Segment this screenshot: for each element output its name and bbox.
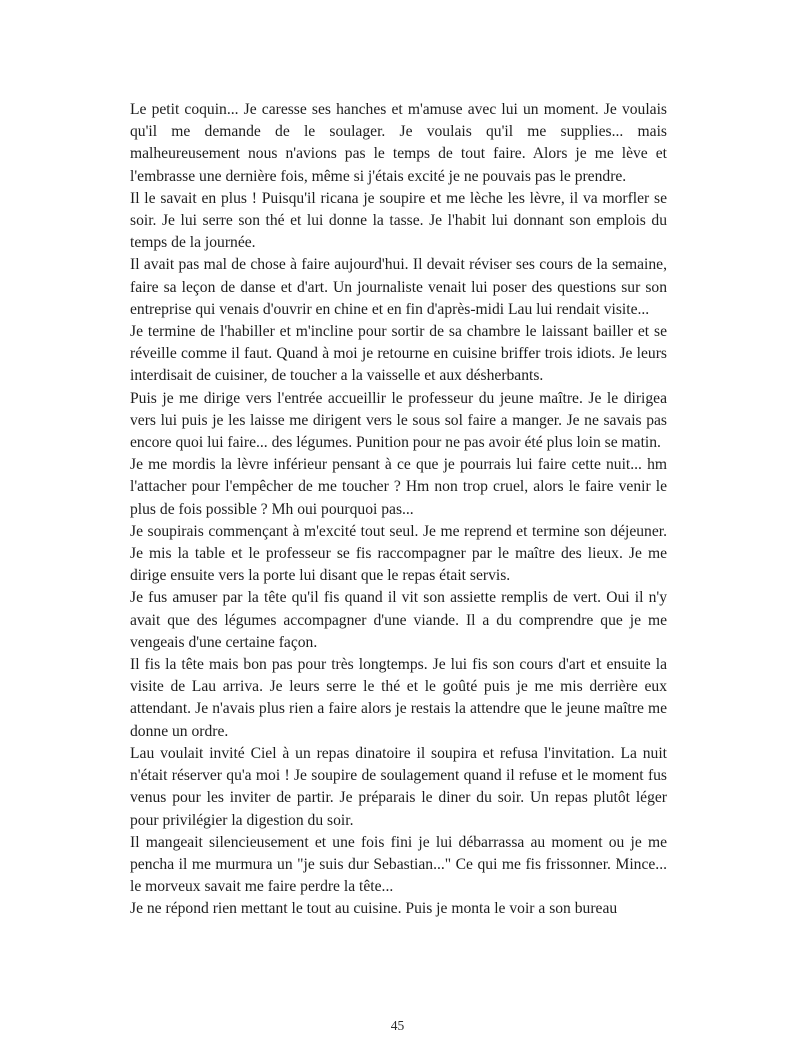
paragraph: Je fus amuser par la tête qu'il fis quand il vit son assiette remplis de vert. Oui il n'y avait que des légumes accompagner d'une viande. Il a du comprendre que je me vengeais d'une certaine façon. bbox=[130, 589, 667, 651]
paragraph: Je me mordis la lèvre inférieur pensant à ce que je pourrais lui faire cette nuit... hm l'attacher pour l'empêcher de me toucher ? Hm non trop cruel, alors le faire venir le plus de fois possible ? Mh oui pourquoi pas... bbox=[130, 456, 667, 518]
paragraph: Il le savait en plus ! Puisqu'il ricana je soupire et me lèche les lèvre, il va morfler se soir. Je lui serre son thé et lui donne la tasse. Je l'habit lui donnant son emplois du temps de la journée. bbox=[130, 189, 667, 252]
page-text bbox=[130, 99, 667, 921]
paragraph: Il fis la tête mais bon pas pour très longtemps. Je lui fis son cours d'art et ensuite la visite de Lau arriva. Je leurs serre le thé et le goûté puis je me mis derrière eux attendant. Je n'avais plus rien a faire alors je restais la attendre que le jeune maître me donne un ordre. bbox=[130, 656, 667, 740]
page-number: 45 bbox=[390, 1018, 405, 1033]
paragraph: Je ne répond rien mettant le tout au cuisine. Puis je monta le voir a son bureau bbox=[130, 900, 618, 918]
paragraph: Lau voulait invité Ciel à un repas dinatoire il soupira et refusa l'invitation. La nuit n'était réserver qu'a moi ! Je soupire de soulagement quand il refuse et le moment fus venus pour les inviter de partir. Je préparais le diner du soir. Un repas plutôt léger pour privilégier la digestion du soir. bbox=[130, 744, 667, 829]
paragraph: Il mangeait silencieusement et une fois fini je lui débarrassa au moment ou je me pencha il me murmura un "je suis dur Sebastian..." Ce qui me fis frissonner. Mince... le morveux savait me faire perdre la tête... bbox=[130, 833, 667, 896]
paragraph: Puis je me dirige vers l'entrée accueillir le professeur du jeune maître. Je le dirigea vers lui puis je les laisse me dirigent vers le sous sol faire a manger. Je ne savais pas encore quoi lui faire... des légumes. Punition pour ne pas avoir été plus loin se matin. bbox=[130, 389, 667, 452]
paragraph: Je soupirais commençant à m'excité tout seul. Je me reprend et termine son déjeuner. Je mis la table et le professeur se fis raccompagner par le maître des lieux. Je me dirige ensuite vers la porte lui disant que le repas était servis. bbox=[130, 522, 667, 585]
paragraph: Je termine de l'habiller et m'incline pour sortir de sa chambre le laissant bailler et se réveille comme il faut. Quand à moi je retourne en cuisine briffer trois idiots. Je leurs interdisait de cuisiner, de toucher a la vaisselle et aux désherbants. bbox=[130, 323, 667, 385]
paragraph: Il avait pas mal de chose à faire aujourd'hui. Il devait réviser ses cours de la semaine, faire sa leçon de danse et d'art. Un journaliste venait lui poser des questions sur son entreprise qui venais d'ouvrir en chine et en fin d'après-midi Lau lui rendait visite... bbox=[130, 256, 667, 318]
paragraph: Le petit coquin... Je caresse ses hanches et m'amuse avec lui un moment. Je voulais qu'il me demande de le soulager. Je voulais qu'il me supplies... mais malheureusement nous n'avions pas le temps de tout faire. Alors je me lève et l'embrasse une dernière fois, même si j'étais excité je ne pouvais pas le prendre. bbox=[130, 101, 667, 185]
